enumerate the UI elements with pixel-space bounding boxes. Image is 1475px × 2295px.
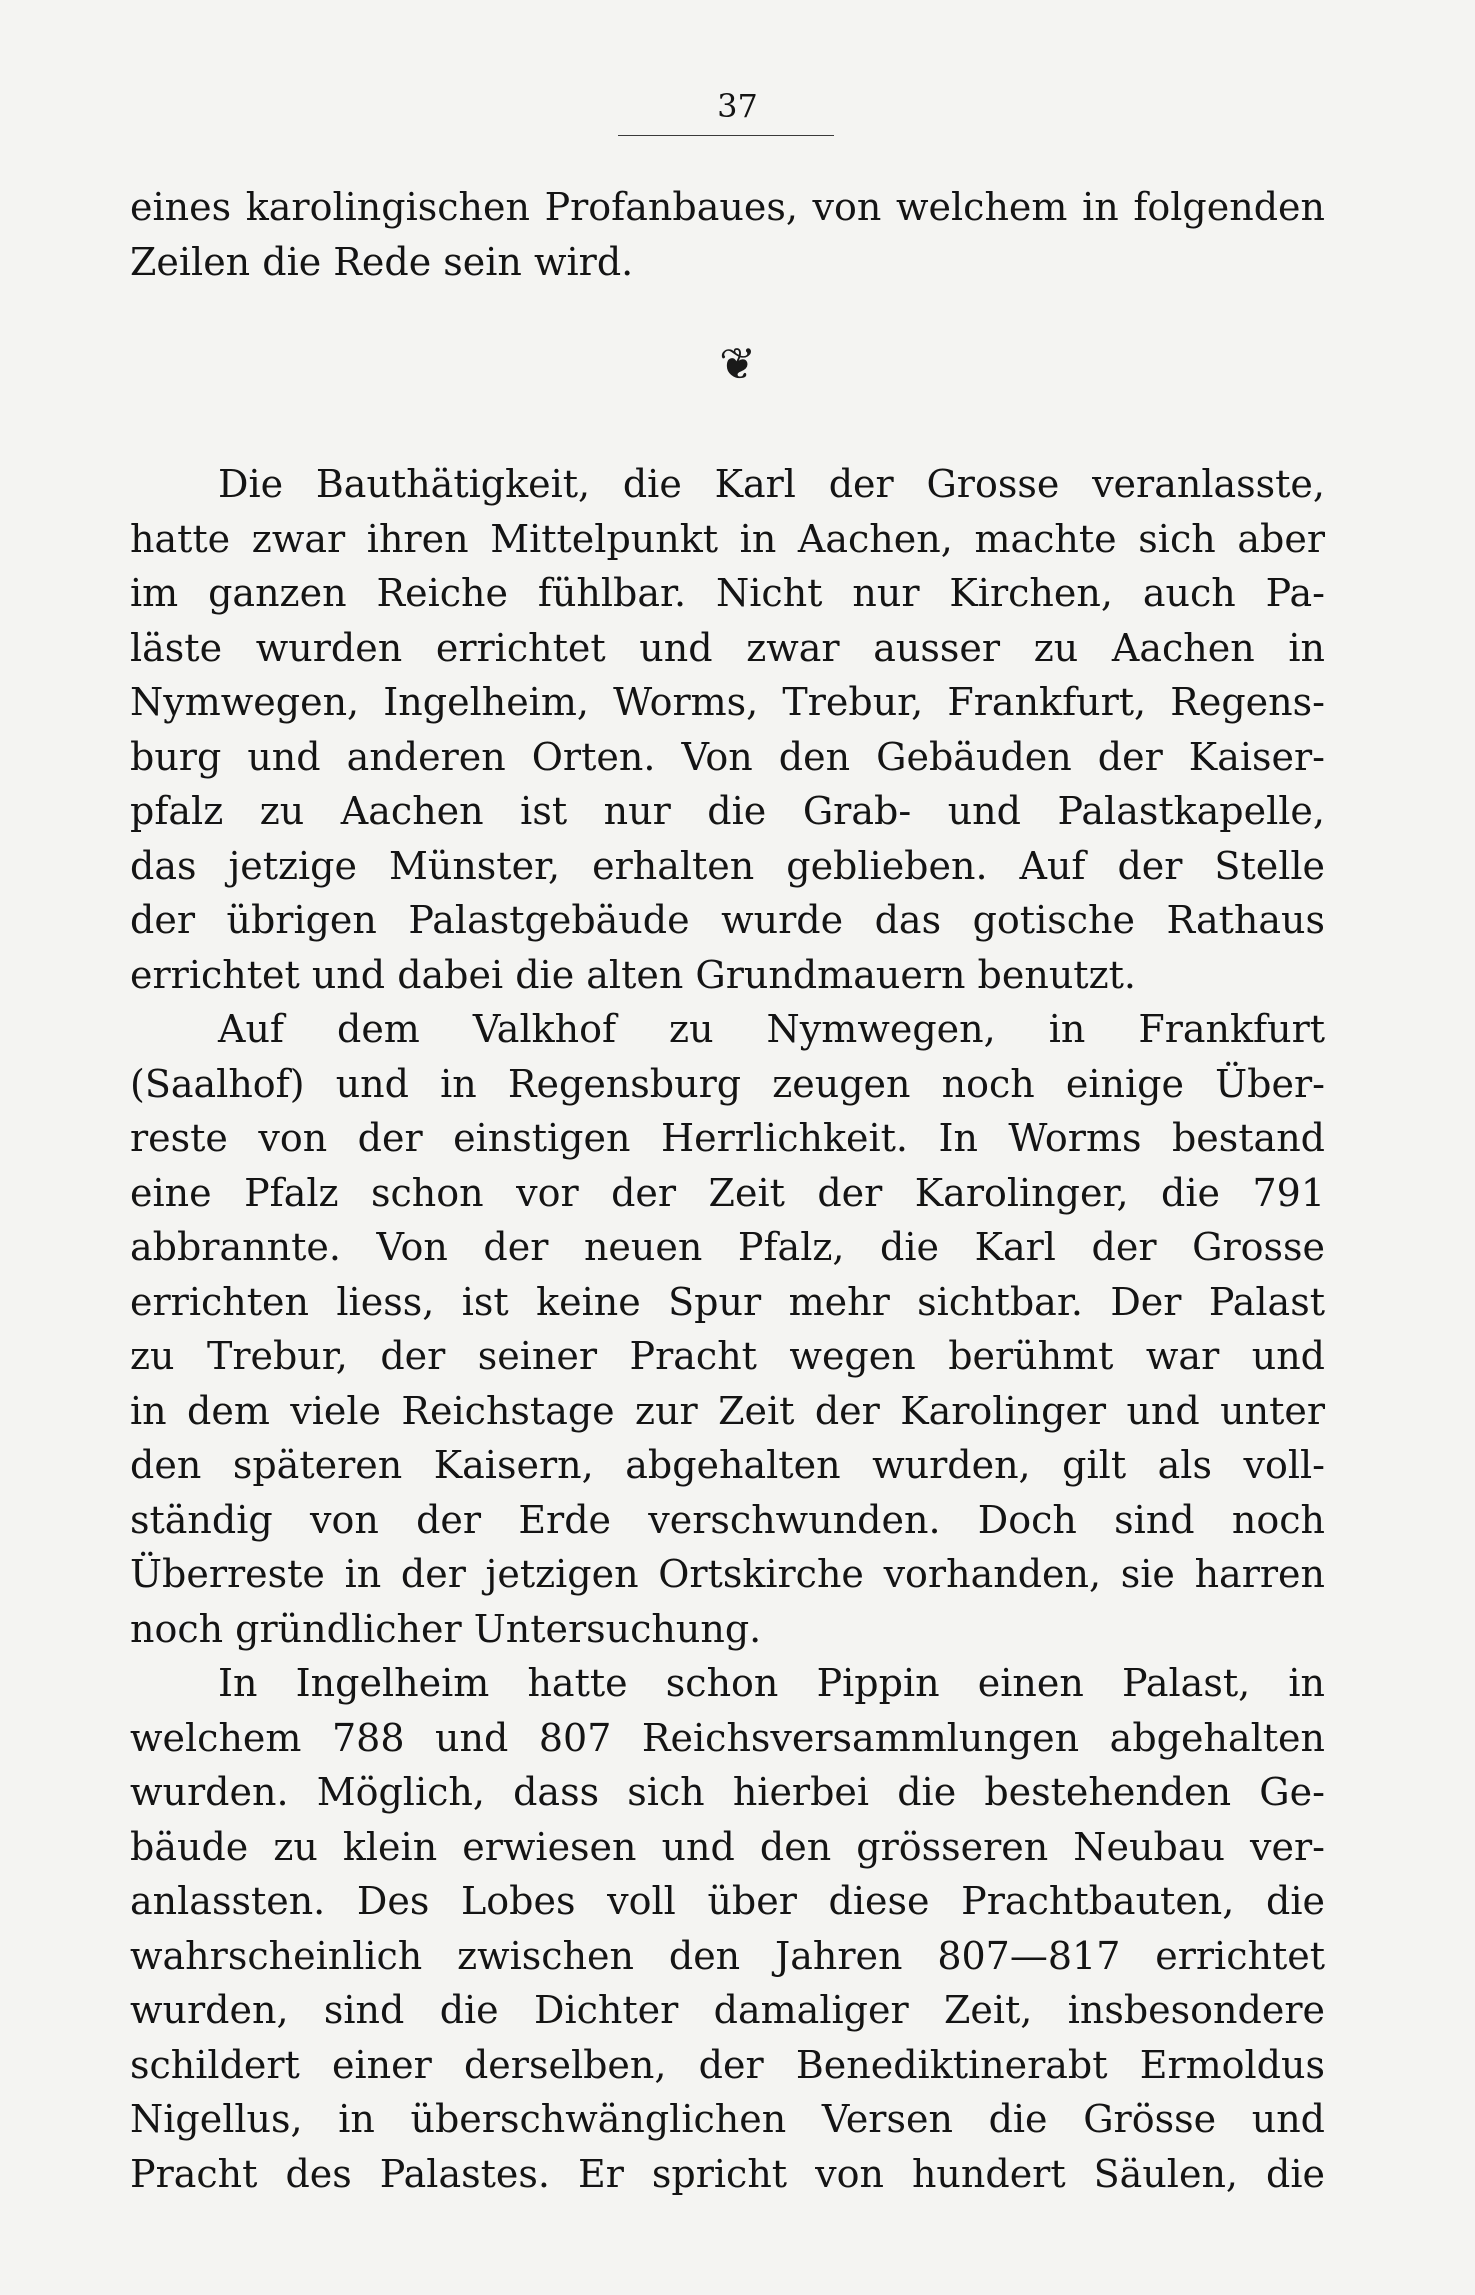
text-line: (Saalhof) und in Regensburg zeugen noch einige Über- <box>130 1061 1325 1106</box>
text-line: Die Bauthätigkeit, die Karl der Grosse veranlasste, <box>218 462 1325 506</box>
text-line: Auf dem Valkhof zu Nymwegen, in Frankfurt <box>218 1007 1325 1051</box>
text-line: wurden, sind die Dichter damaliger Zeit, insbesondere <box>130 1988 1325 2032</box>
intro-text <box>130 180 1325 289</box>
text-line: anlassten. Des Lobes voll über diese Prachtbauten, die <box>130 1879 1325 1923</box>
text-line: Überreste in der jetzigen Ortskirche vorhanden, sie harren <box>130 1552 1325 1596</box>
text-line: den späteren Kaisern, abgehalten wurden, gilt als voll- <box>130 1443 1325 1487</box>
text-line: in dem viele Reichstage zur Zeit der Karolinger und unter <box>130 1388 1325 1433</box>
text-line: Nymwegen, Ingelheim, Worms, Trebur, Frankfurt, Regens- <box>130 680 1325 724</box>
text-line: ständig von der Erde verschwunden. Doch sind noch <box>130 1497 1325 1542</box>
text-line: burg und anderen Orten. Von den Gebäuden der Kaiser- <box>130 734 1325 779</box>
text-line: schildert einer derselben, der Benediktinerabt Ermoldus <box>130 2042 1325 2087</box>
text-line: läste wurden errichtet und zwar ausser zu Aachen in <box>130 625 1325 670</box>
text-line: Zeilen die Rede sein wird. <box>130 239 634 284</box>
text-line: errichtet und dabei die alten Grundmauern benutzt. <box>130 952 1136 997</box>
text-line: noch gründlicher Untersuchung. <box>130 1606 762 1651</box>
text-line: reste von der einstigen Herrlichkeit. In Worms bestand <box>130 1116 1325 1160</box>
text-line: errichten liess, ist keine Spur mehr sichtbar. Der Palast <box>130 1279 1325 1324</box>
fleuron-ornament-icon: ❦ <box>719 339 756 390</box>
text-line: pfalz zu Aachen ist nur die Grab- und Palastkapelle, <box>130 789 1325 833</box>
text-line: eines karolingischen Profanbaues, von welchem in folgenden <box>130 185 1325 229</box>
text-line: In Ingelheim hatte schon Pippin einen Palast, in <box>218 1661 1325 1705</box>
paragraph-3 <box>130 1656 1325 2201</box>
text-line: der übrigen Palastgebäude wurde das gotische Rathaus <box>130 898 1325 942</box>
text-line: im ganzen Reiche fühlbar. Nicht nur Kirchen, auch Pa- <box>130 571 1325 615</box>
text-line: wahrscheinlich zwischen den Jahren 807—817 errichtet <box>130 1933 1325 1978</box>
paragraph-2 <box>130 1002 1325 1656</box>
text-line: Nigellus, in überschwänglichen Versen die Grösse und <box>130 2097 1325 2141</box>
text-line: wurden. Möglich, dass sich hierbei die bestehenden Ge- <box>130 1770 1325 1814</box>
header-rule <box>618 135 834 136</box>
text-line: bäude zu klein erwiesen und den grösseren Neubau ver- <box>130 1824 1325 1869</box>
text-line: Pracht des Palastes. Er spricht von hundert Säulen, die <box>130 2151 1325 2196</box>
paragraph-1 <box>130 457 1325 1002</box>
text-line: hatte zwar ihren Mittelpunkt in Aachen, machte sich aber <box>130 516 1325 561</box>
text-line: abbrannte. Von der neuen Pfalz, die Karl der Grosse <box>130 1225 1325 1269</box>
text-line: welchem 788 und 807 Reichsversammlungen abgehalten <box>130 1715 1325 1760</box>
page-number: 37 <box>717 87 758 125</box>
text-line: das jetzige Münster, erhalten geblieben. Auf der Stelle <box>130 843 1325 888</box>
text-line: eine Pfalz schon vor der Zeit der Karolinger, die 791 <box>130 1170 1325 1215</box>
text-line: zu Trebur, der seiner Pracht wegen berühmt war und <box>130 1334 1325 1378</box>
